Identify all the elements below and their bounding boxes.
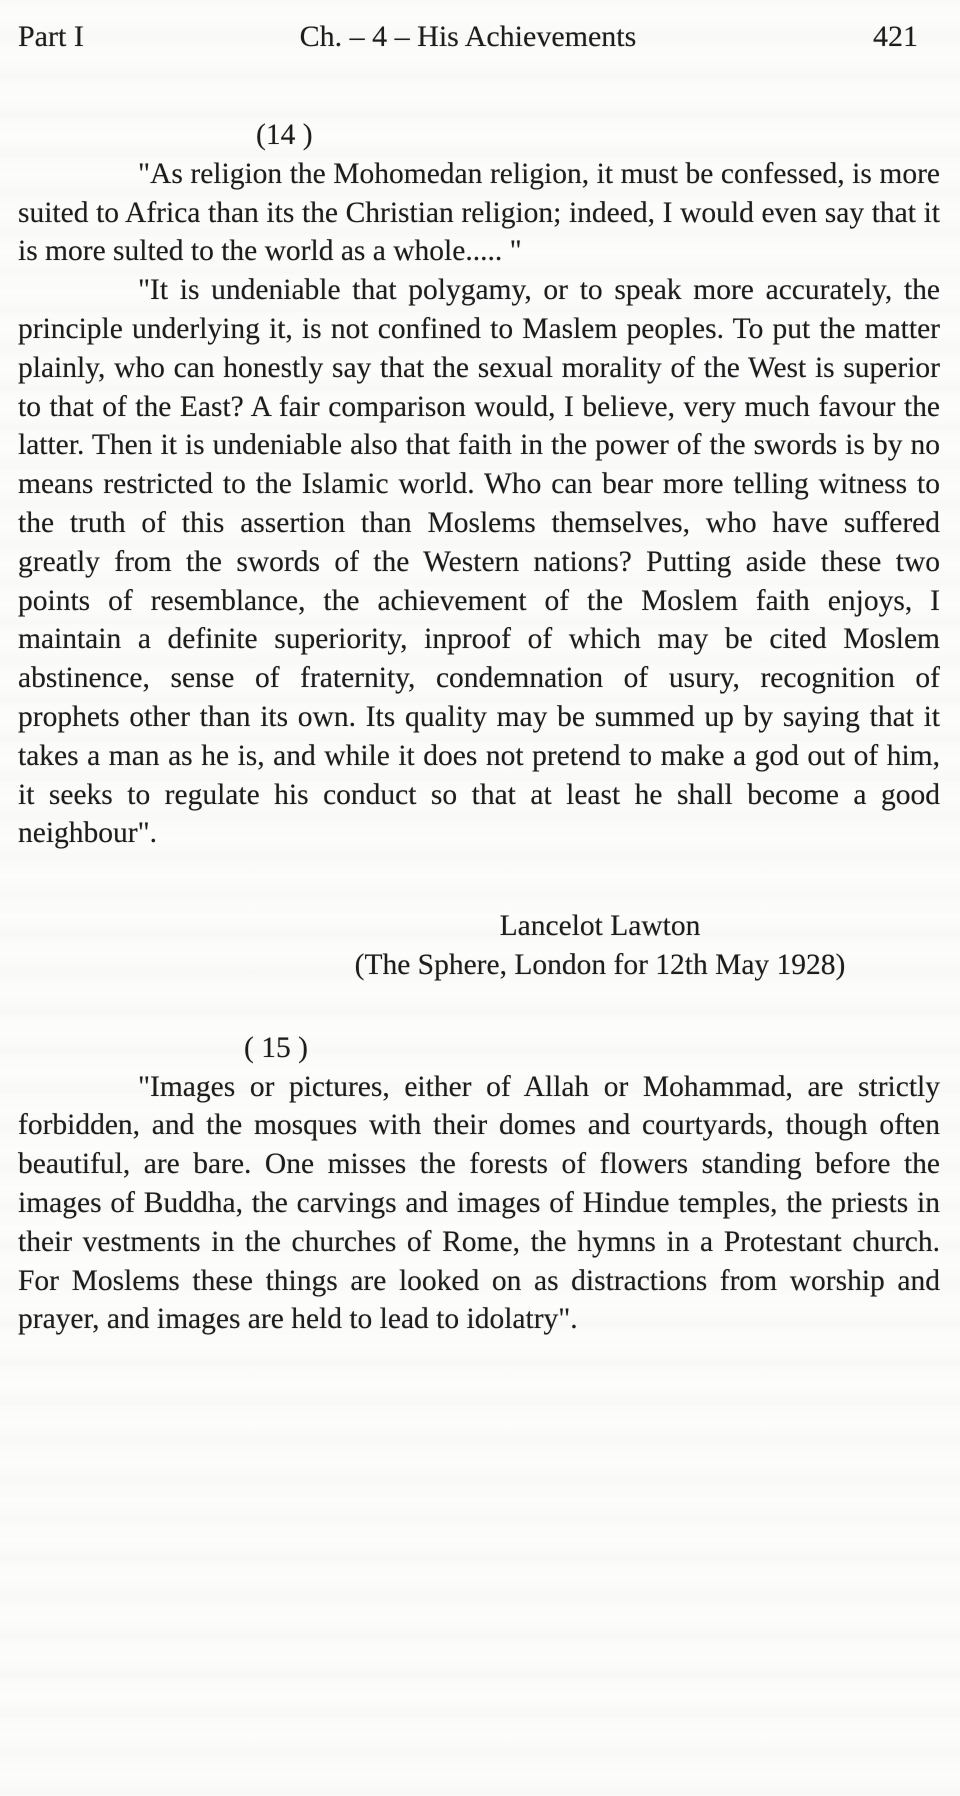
- page-body: [18, 116, 940, 1339]
- quote-14-paragraph-2: "It is undeniable that polygamy, or to speak more accurately, the principle underlying it, is not confined to Maslem peoples. To put the matter plainly, who can honestly say that the sexual morality of the West is superior to that of the East? A fair comparison would, I believe, very much favour the latter. Then it is undeniable also that faith in the power of the swords is by no means restricted to the Islamic world. Who can bear more telling witness to the truth of this assertion than Moslems themselves, who have suffered greatly from the swords of the Western nations? Putting aside these two points of resemblance, the achievement of the Moslem faith enjoys, I maintain a definite superiority, inproof of which may be cited Moslem abstinence, sense of fraternity, condemnation of usury, recognition of prophets other than its own. Its quality may be summed up by saying that it takes a man as he is, and while it does not pretend to make a god out of him, it seeks to regulate his conduct so that at least he shall become a good neighbour".: [18, 274, 940, 850]
- quote-14-paragraph-1: "As religion the Mohomedan religion, it must be confessed, is more suited to Africa than its the Christian religion; indeed, I would even say that it is more sulted to the world as a whole..... ": [18, 157, 940, 268]
- page-header: [18, 20, 940, 54]
- part-label: Part I: [18, 20, 84, 53]
- attribution-author: Lancelot Lawton: [499, 910, 701, 943]
- attribution-source: (The Sphere, London for 12th May 1928): [354, 948, 846, 981]
- quote-14-number: (14 ): [256, 119, 313, 151]
- chapter-title: Ch. – 4 – His Achievements: [299, 20, 637, 53]
- quote-14-attribution: [240, 907, 960, 985]
- quote-15-paragraph-1: "Images or pictures, either of Allah or Mohammad, are strictly forbidden, and the mosques with their domes and courtyards, though often beautiful, are bare. One misses the forests of flowers standing before the images of Buddha, the carvings and images of Hindue temples, the priests in their vestments in the churches of Rome, the hymns in a Protestant church. For Moslems these things are looked on as distractions from worship and prayer, and images are held to lead to idolatry".: [18, 1070, 940, 1336]
- quote-15-number: ( 15 ): [244, 1031, 308, 1064]
- page-number: 421: [873, 20, 918, 53]
